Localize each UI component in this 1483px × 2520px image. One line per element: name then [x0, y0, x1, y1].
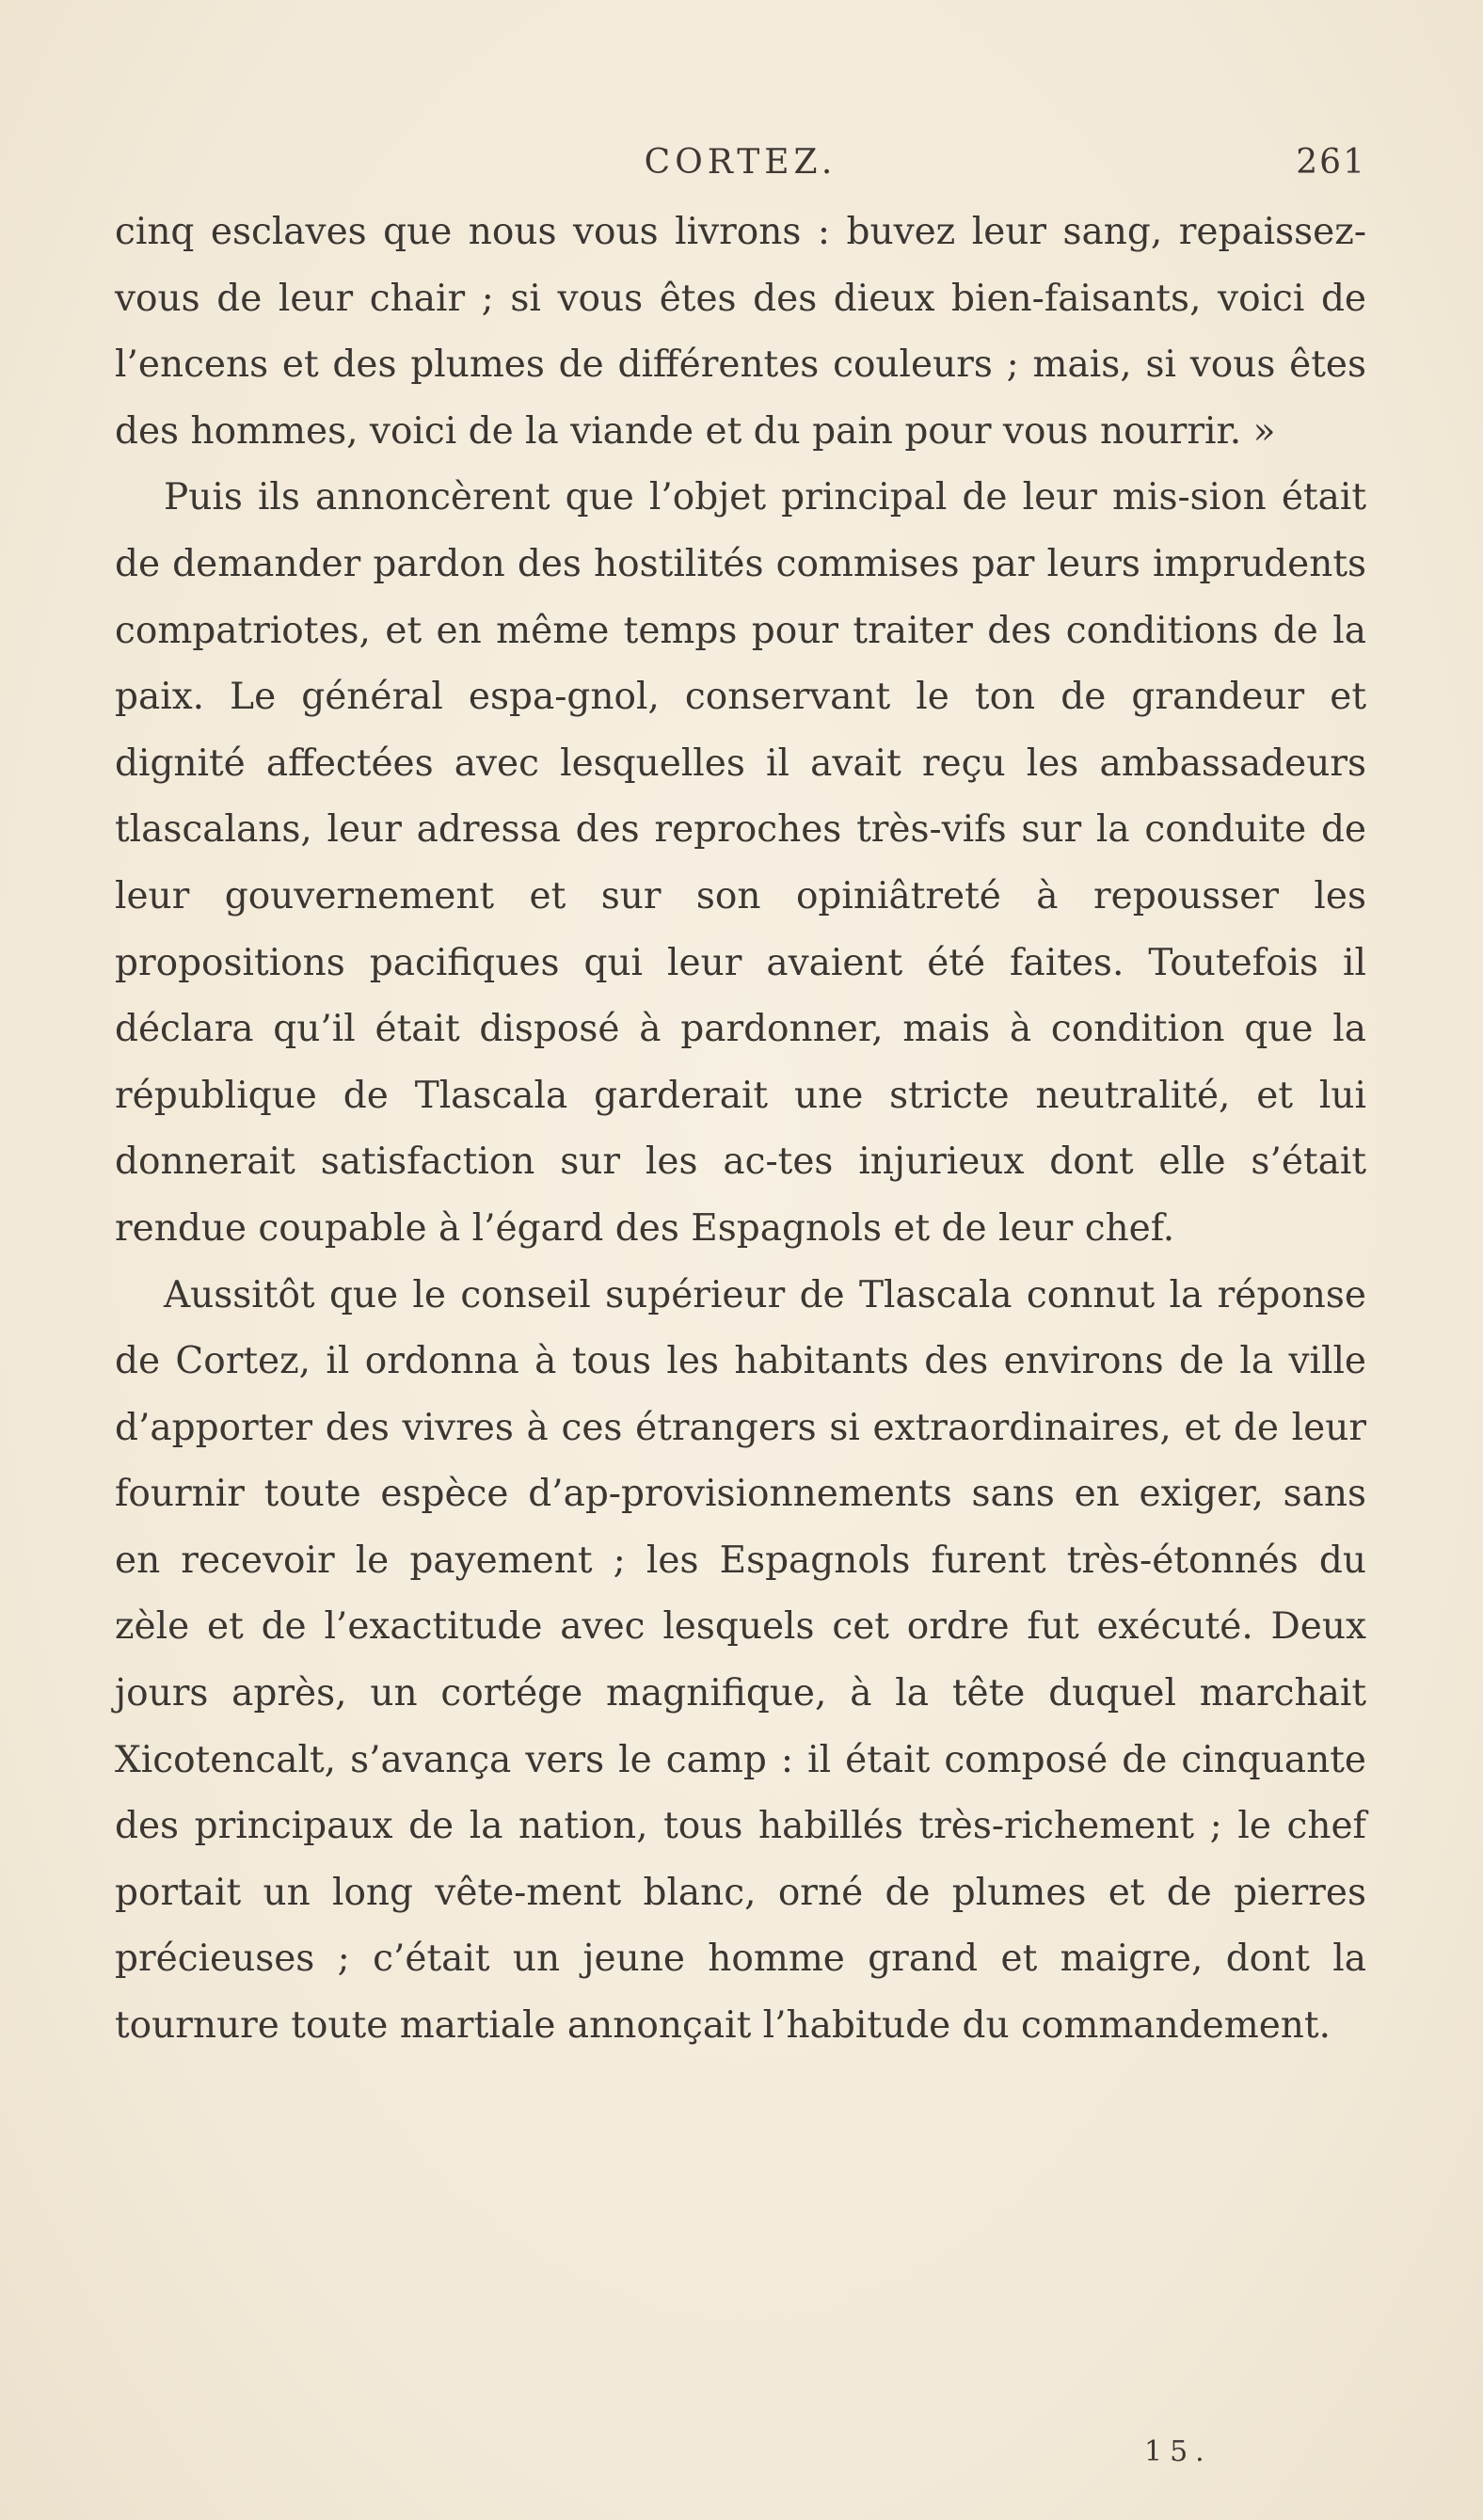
paragraph-continued: cinq esclaves que nous vous livrons : buvez leur sang, repaissez-vous de leur chair ; si vous êtes des dieux bien-faisants, voici de l’encens et des plumes de différentes couleurs ; mais, si vous êtes des hommes, voici de la viande et du pain pour vous nourrir. »	[115, 211, 1366, 453]
paragraph: Puis ils annoncèrent que l’objet principal de leur mis-sion était de demander pardon des hostilités commises par leurs imprudents compatriotes, et en même temps pour traiter des conditions de la paix. Le général espa-gnol, conservant le ton de grandeur et dignité affectées avec lesquelles il avait reçu les ambassadeurs tlascalans, leur adressa des reproches très-vifs sur la conduite de leur gouvernement et sur son opiniâtreté à repousser les propositions pacifiques qui leur avaient été faites. Toutefois il déclara qu’il était disposé à pardonner, mais à condition que la république de Tlascala garderait une stricte neutralité, et lui donnerait satisfaction sur les ac-tes injurieux dont elle s’était rendue coupable à l’égard des Espagnols et de leur chef.	[115, 476, 1366, 1250]
running-title: CORTEZ.	[644, 143, 837, 182]
signature-mark: 15.	[1144, 2435, 1212, 2468]
body-text	[115, 199, 1366, 2060]
page-number: 261	[1296, 143, 1366, 182]
page-header	[115, 143, 1366, 190]
paragraph: Aussitôt que le conseil supérieur de Tlascala connut la réponse de Cortez, il ordonna à tous les habitants des environs de la ville d’apporter des vivres à ces étrangers si extraordinaires, et de leur fournir toute espèce d’ap-provisionnements sans en exiger, sans en recevoir le payement ; les Espagnols furent très-étonnés du zèle et de l’exactitude avec lesquels cet ordre fut exécuté. Deux jours après, un cortége magnifique, à la tête duquel marchait Xicotencalt, s’avança vers le camp : il était composé de cinquante des principaux de la nation, tous habillés très-richement ; le chef portait un long vête-ment blanc, orné de plumes et de pierres précieuses ; c’était un jeune homme grand et maigre, dont la tournure toute martiale annonçait l’habitude du commandement.	[115, 1273, 1366, 2048]
